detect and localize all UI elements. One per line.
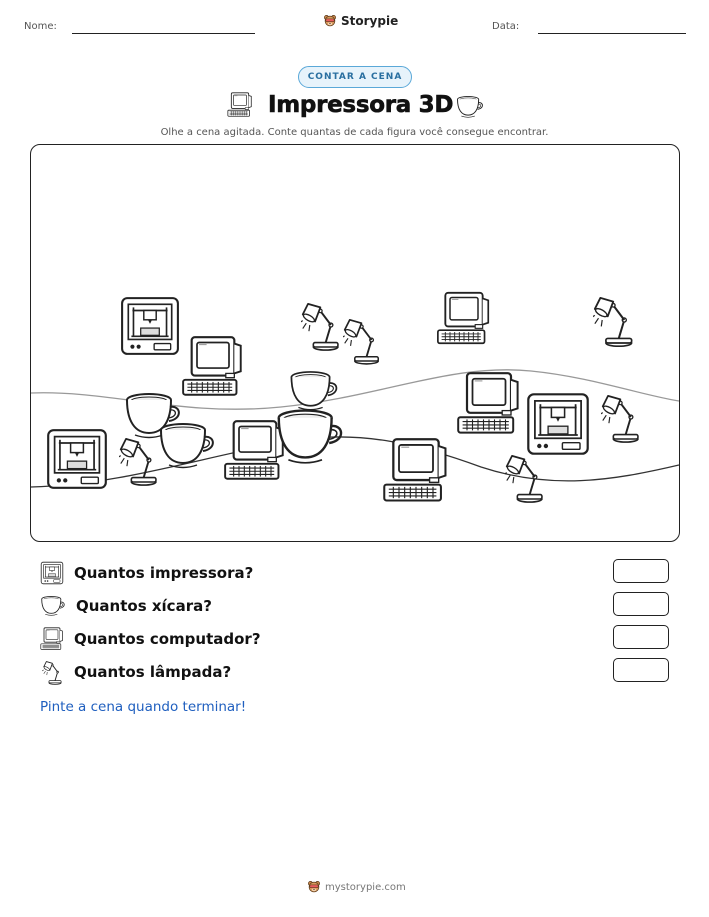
question-printer xyxy=(40,560,253,586)
printer-2 xyxy=(48,430,106,488)
question-label: Quantos computador? xyxy=(74,630,261,648)
bear-logo-icon xyxy=(307,880,321,894)
date-label: Data: xyxy=(492,21,520,32)
answer-box-computer[interactable] xyxy=(613,625,669,649)
lamp-4 xyxy=(598,396,638,442)
bear-logo-icon xyxy=(323,14,337,28)
lamp-icon xyxy=(40,659,64,685)
cup-icon xyxy=(455,95,485,119)
date-line[interactable] xyxy=(538,33,686,34)
color-instruction: Pinte a cena quando terminar! xyxy=(40,699,247,715)
answer-box-lamp[interactable] xyxy=(613,658,669,682)
printer-3 xyxy=(528,394,587,453)
computer-5 xyxy=(384,439,445,500)
computer-1 xyxy=(183,337,241,395)
answer-box-printer[interactable] xyxy=(613,559,669,583)
cup-3 xyxy=(291,372,336,410)
question-computer xyxy=(40,626,261,652)
question-label: Quantos impressora? xyxy=(74,564,254,582)
page-title: Impressora 3D xyxy=(268,92,454,118)
instructions: Olhe a cena agitada. Conte quantas de cada figura você consegue encontrar. xyxy=(160,127,549,138)
question-label: Quantos xícara? xyxy=(76,597,212,615)
footer-url[interactable]: mystorypie.com xyxy=(325,881,406,893)
name-line[interactable] xyxy=(72,33,255,34)
computer-3 xyxy=(458,373,517,432)
computer-2 xyxy=(438,293,488,343)
lamp-1 xyxy=(298,304,338,350)
scene-illustration xyxy=(31,145,679,541)
brand-name: Storypie xyxy=(341,14,399,28)
computer-icon xyxy=(40,627,64,651)
footer xyxy=(307,880,406,894)
lamp-3 xyxy=(590,298,631,346)
lamp-2 xyxy=(340,320,378,364)
cup-2 xyxy=(161,424,213,468)
question-cup xyxy=(40,593,212,619)
printer-1 xyxy=(122,298,178,354)
name-label: Nome: xyxy=(24,21,57,32)
counting-scene xyxy=(30,144,680,542)
brand-logo xyxy=(323,14,398,28)
computer-icon xyxy=(227,92,253,118)
question-lamp xyxy=(40,659,231,685)
answer-box-cup[interactable] xyxy=(613,592,669,616)
lamp-5 xyxy=(116,439,156,485)
lamp-6 xyxy=(502,456,542,502)
question-label: Quantos lâmpada? xyxy=(74,663,232,681)
activity-badge: CONTAR A CENA xyxy=(298,66,412,88)
3d-printer-icon xyxy=(40,561,64,585)
cup-icon xyxy=(40,595,66,617)
computer-4 xyxy=(225,421,283,479)
